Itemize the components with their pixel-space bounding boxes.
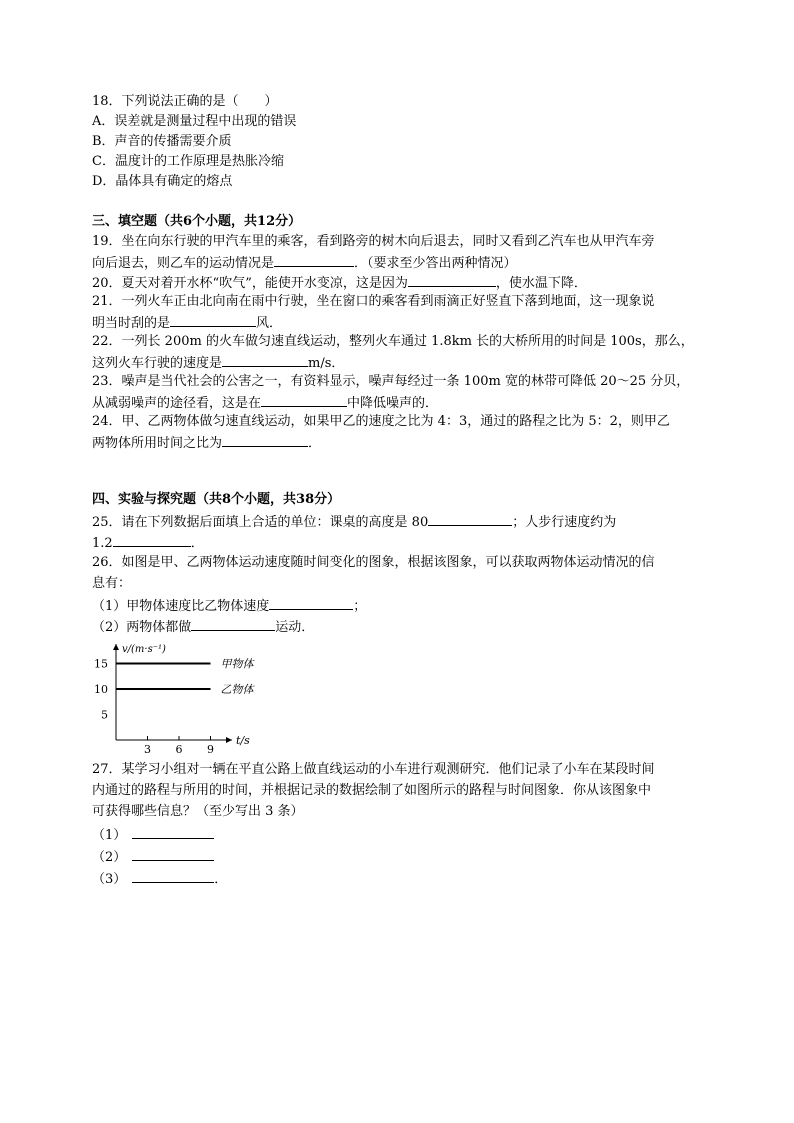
q27-answer-blank-3[interactable]	[132, 868, 214, 883]
x-tick-label: 3	[144, 743, 151, 756]
q26-answer-blank-1[interactable]	[269, 595, 353, 610]
y-axis-label: v/(m·s⁻¹)	[122, 644, 166, 655]
q27-item-3	[92, 868, 227, 890]
q20-answer-blank[interactable]	[408, 272, 496, 287]
x-axis-arrow	[226, 737, 232, 743]
q27-item-1	[92, 824, 214, 846]
q25-line2	[92, 532, 204, 554]
q27-line2: 内通过的路程与所用的时间，并根据记录的数据绘制了如图所示的路程与时间图象．你从该图象中	[92, 783, 652, 798]
q24-line2	[92, 432, 321, 454]
q22-line1: 22．一列长 200m 的火车做匀速直线运动，整列火车通过 1.8km 长的大桥所用的时间是 100s，那么，	[92, 334, 694, 349]
x-tick-label: 9	[207, 743, 214, 756]
q27-line3: 可获得哪些信息？（至少写出 3 条）	[92, 804, 304, 819]
q18-option-a: A．误差就是测量过程中出现的错误	[92, 114, 297, 129]
y-tick-label: 15	[94, 657, 108, 671]
q21-answer-blank[interactable]	[170, 312, 256, 327]
q18-option-d: D．晶体具有确定的熔点	[92, 174, 233, 189]
q23-text-a: 从减弱噪声的途径看，这是在	[92, 396, 262, 411]
q24-answer-blank[interactable]	[222, 432, 308, 447]
q27-item-2	[92, 846, 214, 868]
section3-title: 三、填空题（共6个小题，共12分）	[92, 214, 302, 229]
velocity-time-chart	[92, 640, 292, 756]
q25-answer-blank-2[interactable]	[113, 532, 191, 547]
q21-line2	[92, 312, 282, 334]
q26-line2: 息有：	[92, 576, 132, 591]
q19-text-a: 向后退去，则乙车的运动情况是	[92, 256, 275, 271]
q25-text-b: ；人步行速度约为	[512, 515, 617, 530]
q20-text-b: ，使水温下降．	[495, 276, 587, 291]
q25-text-d: ．	[190, 536, 204, 551]
q19-line2	[92, 252, 517, 274]
q27-end: ．	[214, 872, 228, 887]
q23-text-b: 中降低噪声的．	[347, 396, 439, 411]
y-tick-label: 5	[101, 708, 108, 722]
q24-text-a: 两物体所用时间之比为	[92, 436, 223, 451]
q24-text-b: ．	[308, 436, 322, 451]
q27-answer-blank-1[interactable]	[132, 824, 214, 839]
x-tick-label: 6	[175, 743, 183, 756]
q22-text-b: m/s．	[308, 356, 345, 371]
y-axis-arrow	[113, 644, 119, 650]
q19-answer-blank[interactable]	[274, 252, 354, 267]
q21-line1: 21．一列火车正由北向南在雨中行驶，坐在窗口的乘客看到雨滴正好竖直下落到地面，这一现象说	[92, 294, 655, 309]
q20-text-a: 20．夏天对着开水杯“吹气”，能使开水变凉，这是因为	[92, 276, 408, 291]
q18-option-c: C．温度计的工作原理是热胀冷缩	[92, 154, 284, 169]
q26-sub2-text-b: 运动．	[275, 620, 315, 635]
q21-text-a: 明当时刮的是	[92, 316, 171, 331]
q26-sub2-text-a: （2）两物体都做	[92, 620, 192, 635]
q27-item-3-label: （3）	[92, 872, 127, 887]
q22-line2	[92, 352, 344, 374]
q20-line	[92, 272, 587, 294]
q25-text-a: 25．请在下列数据后面填上合适的单位：课桌的高度是 80	[92, 515, 429, 530]
q25-answer-blank-1[interactable]	[428, 511, 512, 526]
q23-line2	[92, 392, 438, 414]
x-axis-label: t/s	[236, 734, 250, 747]
q21-text-b: 风．	[256, 316, 283, 331]
y-tick-label: 10	[94, 683, 108, 696]
q25-text-c: 1.2	[92, 536, 113, 551]
q26-sub2	[92, 616, 314, 638]
q26-answer-blank-2[interactable]	[191, 616, 275, 631]
q27-line1: 27．某学习小组对一辆在平直公路上做直线运动的小车进行观测研究．他们记录了小车在某段时间	[92, 762, 655, 777]
q23-answer-blank[interactable]	[261, 392, 347, 407]
q27-item-1-label: （1）	[92, 828, 127, 843]
series-label-2: 乙物体	[220, 683, 254, 696]
q26-sub1-text-a: （1）甲物体速度比乙物体速度	[92, 599, 270, 614]
q19-text-b: ．（要求至少答出两种情况）	[354, 256, 517, 271]
q19-line1: 19．坐在向东行驶的甲汽车里的乘客，看到路旁的树木向后退去，同时又看到乙汽车也从甲汽车旁	[92, 234, 655, 249]
q18-stem: 18．下列说法正确的是（ ）	[92, 94, 278, 109]
q25-line1	[92, 511, 616, 533]
section4-title: 四、实验与探究题（共8个小题，共38分）	[92, 492, 341, 507]
q23-line1: 23．噪声是当代社会的公害之一，有资料显示，噪声每经过一条 100m 宽的林带可降低 20～25 分贝，	[92, 374, 690, 389]
q26-sub1	[92, 595, 366, 617]
q26-line1: 26．如图是甲、乙两物体运动速度随时间变化的图象，根据该图象，可以获取两物体运动情况的信	[92, 555, 655, 570]
q27-answer-blank-2[interactable]	[132, 846, 214, 861]
q26-sub1-text-b: ；	[353, 599, 367, 614]
q24-line1: 24．甲、乙两物体做匀速直线运动，如果甲乙的速度之比为 4：3，通过的路程之比为 5：2，则甲乙	[92, 414, 670, 429]
series-label-1: 甲物体	[220, 657, 254, 671]
q27-item-2-label: （2）	[92, 850, 127, 865]
q22-answer-blank[interactable]	[222, 352, 308, 367]
q18-option-b: B．声音的传播需要介质	[92, 134, 232, 149]
q22-text-a: 这列火车行驶的速度是	[92, 356, 223, 371]
